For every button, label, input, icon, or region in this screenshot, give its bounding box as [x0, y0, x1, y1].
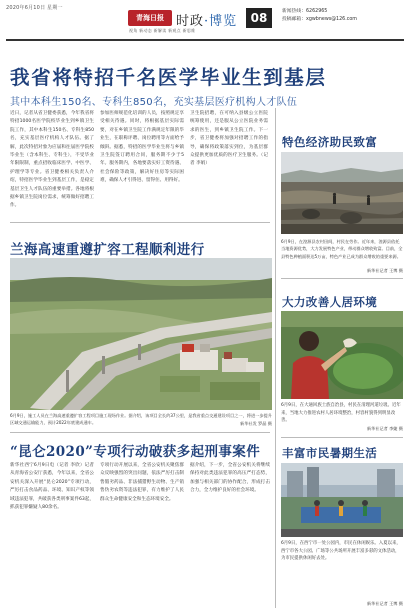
leisure-photo-illustration [281, 463, 403, 537]
features-title: 特色经济助民致富 [282, 135, 378, 149]
masthead-rule [6, 39, 404, 41]
section-tagline: 视角 新动态 新解读 新观点 新思维 [129, 28, 196, 33]
contact-info [282, 8, 357, 24]
habitat-title: 大力改善人居环境 [282, 295, 378, 309]
lead-column-1: 近日，记者从省卫健委获悉，今年我省将特招1000名医学院校毕业生到乡镇卫生院工作，其中本科生150名、专科生850名，充实基层医疗机构人才队伍。据了解，此次特招对象为应届和往届医学院校毕业生（含本科生、专科生），不受毕业年限限制，重点招收临床医学、中医学、护理学等专业。省卫健委相关负责人介绍，特招医学毕业生到基层工作，是稳定基层卫生人才队伍的重要举措。各地将根据乡镇卫生院岗位需求，统筹做好招聘工作。 [10, 111, 94, 209]
newspaper-logo: 青海日报 [128, 10, 172, 26]
habitat-caption: 6月9日，在大通回族土族自治县，村民在清理河道垃圾。近年来，当地大力推进农村人居环境整治，村容村貌得到明显改善。 [281, 403, 401, 424]
lead-headline: 我省将特招千名医学毕业生到基层 [10, 66, 327, 89]
expressway-bottom-rule [10, 432, 270, 433]
masthead [0, 0, 410, 42]
farm-photo-illustration [281, 152, 403, 234]
expressway-photo-illustration [10, 258, 272, 410]
column-divider [275, 108, 276, 608]
lead-column-3: 卫生院招聘，在可纳入县级公立医院统筹使用，还是服从公立医院业务需求的医生，到乡镇卫生院工作。下一步，省卫健委将加强对招聘工作的指导，确保将政策落实到位，为基层群众提供更加优质的医疗卫生服务。（记者 李娟） [190, 111, 268, 167]
kunlun-title: “昆仑2020”专项行动破获多起刑事案件 [10, 444, 261, 460]
kunlun-column-1: 新华社西宁6月9日电（记者 李欣）记者从青海省公安厅获悉，今年以来，全省公安机关深入开展“昆仑2020”专项行动，严厉打击食品药品、环境、知识产权等领域违法犯罪，共破获各类刑事案件63起，抓获犯罪嫌疑人80余名。 [10, 463, 94, 511]
habitat-credit: 新华社记者 李婕 摄 [366, 426, 403, 431]
section-accent: ·博览 [204, 14, 238, 29]
farm-photo [281, 152, 403, 234]
leisure-photo [281, 463, 403, 537]
expressway-caption: 6月9日，施工人员在兰海高速重遵扩容工程项目施工现场作业。据介绍，该项目全长约37公里，是我省重点交通建设项目之一，将进一步提升区域交通运输能力，预计2022年底建成通车。 [10, 413, 272, 426]
lead-subhead: 其中本科生150名、专科生850名，充实基层医疗机构人才队伍 [10, 97, 298, 108]
section-label: 时政 [176, 14, 205, 29]
contact-email: 投稿邮箱：xgwbnews@126.com [282, 17, 357, 22]
leisure-title: 丰富市民暑期生活 [282, 446, 378, 460]
issue-date: 2020年6月10日 星期一 [6, 5, 63, 11]
features-credit: 新华社记者 王博 摄 [366, 268, 403, 273]
section-name [176, 10, 237, 29]
kunlun-column-3: 据介绍，下一步，全省公安机关将继续保持对此类违法犯罪的高压严打态势，加强与相关部门的协作配合，形成打击合力，全力维护良好的社会环境。 [190, 463, 270, 494]
expressway-title: 兰海高速重遵扩容工程顺利进行 [10, 242, 205, 258]
features-caption: 6月9日，在湟源县农村田间，村民在劳作。近年来，湟源县依托当地资源优势，大力发展特色产业，带动群众增收致富。目前，全县特色种植面积达5万亩，特色产业已成为群众增收的重要来源。 [281, 239, 403, 259]
page-number: 08 [246, 8, 272, 28]
right-divider-2 [281, 437, 403, 438]
leisure-credit: 新华社记者 王博 摄 [366, 601, 403, 606]
lead-bottom-rule [10, 222, 270, 223]
expressway-credit: 新华社发 罗晶 摄 [240, 421, 272, 426]
leisure-caption: 6月9日，在西宁市一处公园内，市民在休闲娱乐。入夏以来，西宁市各大公园、广场等公共场所开展丰富多彩的文体活动，为市民提供休闲好去处。 [281, 541, 401, 562]
right-divider-1 [281, 278, 403, 279]
lead-column-2: 参加医师规范化培训的人员，按照规定享受相关待遇。同时，将根据基层实际需要，对在乡镇卫生院工作满规定年限的毕业生，在职称评聘、岗位聘用等方面给予倾斜。据悉，特招的医学毕业生将与乡镇卫生院签订聘用合同，服务期不少于5年。服务期内，各地要落实好工资待遇、社会保险等政策，解决好住房等实际困难，确保人才引得进、留得住、用得好。 [100, 111, 184, 184]
contact-phone: 新闻热线：6262965 [282, 9, 328, 14]
habitat-photo-illustration [281, 311, 403, 399]
habitat-photo [281, 311, 403, 399]
expressway-photo [10, 258, 272, 410]
kunlun-column-2: 专项行动开展以来，全省公安机关聚焦群众反映强烈的突出问题，依法严厉打击制售假劣药品、非法捕猎野生动物、生产销售伪劣农资等违法犯罪，有力维护了人民群众生命健康安全和生态环境安全。 [100, 463, 184, 502]
